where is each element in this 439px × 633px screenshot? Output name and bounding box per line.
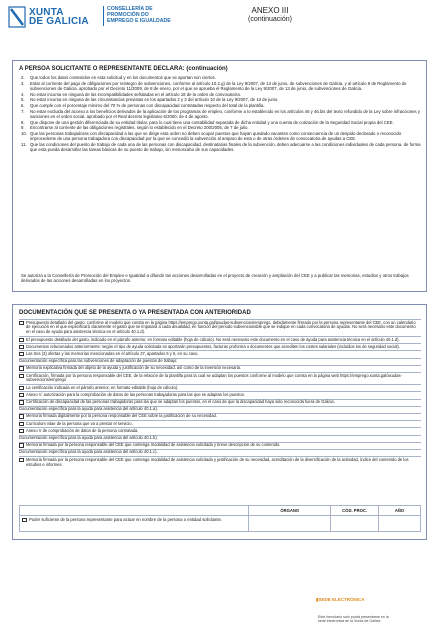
table-header-row (20, 506, 421, 516)
declaration-item (21, 120, 421, 125)
documentation-item (19, 372, 421, 383)
dept-line-2: PROMOCIÓN DO (107, 12, 149, 18)
declaration-item-number: 3. (21, 80, 25, 86)
declaration-item-text: Encontrarse al corriente de las obligaciones registrales, según lo establecido en el Decreto 200/2005, de 7 de julio. (30, 125, 249, 131)
declaration-item-text: No estar incursa en ninguna de las circunstancias previstas en los apartados 2 y 3 del artículo 10 de la Ley 9/2007, de 13 de junio. (30, 97, 279, 103)
documentation-checkbox[interactable] (19, 400, 24, 405)
documentation-group-heading (19, 406, 421, 412)
declaration-item-number: 11. (21, 141, 27, 147)
group-heading-text: Documentación específica para la ayuda para asistencia del artículo 40.1.c). (19, 449, 158, 455)
documentation-item (19, 343, 421, 349)
annex-title (230, 6, 310, 24)
declaration-item (21, 103, 421, 108)
declaration-item (21, 125, 421, 130)
documentation-item (19, 350, 421, 356)
declaration-item-text: Que cumple con el porcentaje mínimo del 70 % de personas con discapacidad contratadas respecto del total de la plantilla. (30, 103, 265, 109)
documentation-checkbox[interactable] (19, 414, 24, 419)
declaration-item (21, 75, 421, 80)
declaration-item-number: 7. (21, 108, 25, 114)
table-row (20, 516, 421, 532)
documentation-item-text: Memoria firmada digitalmente por la persona responsable del CEE sobre la justificación de su necesidad. (26, 413, 217, 419)
documentation-group-heading (19, 435, 421, 441)
declaration-list (21, 75, 421, 153)
declaration-item-text: Que las personas trabajadoras con discapacidad a las que se dirige esta orden no deben ocupar puestos que hayan quedado vacantes como consecuencia de un despido declarado o reconocido improcedente de una persona trabajadora con discapacidad por la que se concedió la subvención al amparo de esta o de otras órdenes de convocatoria de ayudas a CEE. (30, 131, 402, 142)
group-heading-text: Documentación específica para la ayuda para asistencia del artículo 40.1.b). (19, 435, 158, 441)
documentation-item (19, 456, 421, 467)
declaration-item (21, 131, 421, 141)
table-header-organ: ÓRGANO (249, 506, 331, 516)
declaration-item-text: Que las condiciones del puesto de trabajo de cada una de las personas con discapacidad, destinatarias finales de la subvención, deben adecuarse a las condiciones individuales de cada persona, de forma que esta pueda desarrollar las tareas básicas de su puesto de trabajo, sin menoscabo de sus capacidades. (30, 141, 421, 153)
documentation-item-text: Presupuesto detallado del gasto, conforme al modelo que consta en la página https://emprego.xunta.gal/axudas-subvencions/emprego, debidamente firmado por la persona representante del CEE, con un calendario de ejecución en el que especificará claramente el gasto que se imputará a cada anualidad, en función del período subvencionable que se indique en cada convocatoria de ayudas. No será necesario este documento en el caso de ayuda para asistencia técnica en el artículo 40.1.d). (26, 319, 416, 335)
documentation-checkbox[interactable] (19, 443, 24, 448)
documentation-item (19, 391, 421, 397)
documentation-checkbox[interactable] (19, 458, 24, 463)
documentation-item (19, 413, 421, 419)
documentation-checkbox[interactable] (19, 345, 24, 350)
documentation-checkbox[interactable] (19, 422, 24, 427)
declaration-item-text: Que dispone de una gestión diferenciada de su entidad titular, para lo cual tiene una contabilidad separada de dicha entidad y una cuenta de cotización de la Seguridad Social propia del CEE. (30, 119, 394, 125)
documentation-checkbox[interactable] (19, 386, 24, 391)
footer-note: Este formulario solo podrá presentarse en la sede electrónica de la Xunta de Galicia (318, 615, 389, 623)
declaration-item-number: 9. (21, 125, 25, 131)
page-footer (316, 597, 436, 633)
logo-separator (103, 6, 104, 26)
documentation-item-text: Memoria firmada por la persona responsable del CEE que contenga modalidad de asistencia solicitada y justificación de su necesidad, acreditación de la diversificación de la actividad, índice del contenido de los estudios e informes. (26, 456, 409, 467)
power-of-attorney-checkbox[interactable] (22, 518, 27, 523)
logo-line-2: DE GALICIA (29, 16, 89, 27)
documentation-checkbox[interactable] (19, 321, 24, 326)
group-heading-text: Documentación específica para la ayuda para asistencia del artículo 40.1.a). (19, 406, 158, 412)
documentation-list (19, 319, 421, 468)
table-header-proc-code: CÓD. PROC. (331, 506, 379, 516)
declaration-section (12, 60, 427, 292)
year-input-cell[interactable] (379, 516, 421, 532)
documentation-item-text: Las tres (3) ofertas y las memorias mencionadas en el artículo 37, apartados 5 y 6, en su caso. (26, 350, 199, 356)
documentation-group-heading (19, 358, 421, 364)
declaration-item (21, 142, 421, 152)
organ-input-cell[interactable] (249, 516, 331, 532)
documentation-checkbox[interactable] (19, 338, 24, 343)
documentation-item-text: El presupuesto detallado del gasto, indicado en el párrafo anterior, en formato editable (hoja de cálculo). No será necesario este documento en el caso de ayuda para asistencia técnica en el artículo 40.1.d). (26, 336, 400, 342)
dept-line-3: EMPREGO E IGUALDADE (107, 18, 171, 24)
documentation-checkbox[interactable] (19, 366, 24, 371)
documentation-checkbox[interactable] (19, 393, 24, 398)
power-of-attorney-label: Poder suficiente de la persona representante para actuar en nombre de la persona o entidad solicitante. (29, 517, 222, 522)
documentation-item-text: Certificación, firmada por la persona responsable del CEE, de la relación de la plantilla para la cual se adaptan los puestos conforme al modelo que consta en la página web https://emprego.xunta.gal/axudas-subvencions/emprego (26, 372, 402, 383)
declaration-item (21, 92, 421, 97)
documentation-item-text: Anexo V de comprobación de datos de la persona contratada. (26, 427, 139, 433)
documentation-item-text: Documentos relacionados anteriormente: según el tipo de ayuda solicitada se aportarán presupuestos, facturas proforma o documentos que acrediten los costes salariales (incluidos los de seguridad social). (26, 343, 400, 349)
documentation-checkbox[interactable] (19, 352, 24, 357)
group-heading-text: Documentación específica para las subvenciones de adaptación de puestos de trabajo: (19, 358, 178, 364)
logo-text (29, 8, 89, 26)
documentation-item (19, 336, 421, 342)
documentation-title: DOCUMENTACIÓN QUE SE PRESENTA O YA PRESENTADA CON ANTERIORIDAD (19, 310, 251, 316)
table-cell-description (20, 516, 249, 532)
xunta-logo (8, 6, 100, 28)
declaration-item-text: No estar incursa en ninguna de las incompatibilidades señaladas en el artículo 18 de la orden de convocatoria. (30, 91, 241, 97)
declaration-item-number: 6. (21, 103, 25, 109)
documentation-item (19, 420, 421, 426)
proc-code-input-cell[interactable] (331, 516, 379, 532)
declaration-item-number: 4. (21, 91, 25, 97)
documentation-item-text: Memoria firmada por la persona responsable del CEE que contenga modalidad de asistencia solicitada y breve descripción de su contenido. (26, 442, 281, 448)
declaration-item-number: 5. (21, 97, 25, 103)
sede-electronica-logo: ▮SEDE ELECTRÓNICA (316, 597, 365, 602)
declaration-item (21, 109, 421, 119)
declaration-item-text: Que todos los datos contenidos en esta solicitud y en los documentos que se aportan son ciertos. (30, 75, 216, 80)
documentation-item (19, 319, 421, 335)
declaration-item (21, 97, 421, 102)
documentation-item (19, 427, 421, 433)
documentation-item-text: Curriculum vitae de la persona que va a prestar el servicio. (26, 420, 133, 426)
declaration-item-text: Estar al corriente del pago de obligaciones por reintegro de subvenciones, conforme al artículo 10.2.g) de la Ley 9/2007, de 13 de junio, de subvenciones de Galicia, y al artículo 9 de Reglamento de subvenciones de Galicia, aprobado por el Decreto 11/2009, de 8 de enero, por el que se aprueba el Reglamento de la Ley 9/2007, de 13 de junio, de subvenciones de Galicia. (30, 80, 407, 91)
department-name (107, 6, 177, 24)
xunta-emblem-icon (8, 6, 26, 28)
documentation-checkbox[interactable] (19, 374, 24, 379)
documentation-checkbox[interactable] (19, 429, 24, 434)
documentation-item (19, 399, 421, 405)
documentation-item (19, 384, 421, 390)
annex-continuation: (continuación) (248, 16, 292, 23)
dept-line-1: CONSELLERÍA DE (107, 6, 153, 12)
declaration-item (21, 81, 421, 91)
declaration-item-text: No estar excluida del acceso a los beneficios derivados de la aplicación de los programas de empleo, conforme a lo establecido en los artículos 46 y 46.bis del texto refundido de la Ley sobre infracciones y sanciones en el orden social, aprobado por el Real decreto legislativo 5/2000, de 4 de agosto. (30, 108, 421, 119)
power-of-attorney-item (22, 517, 246, 522)
documentation-item-text: Certificación de discapacidad de las personas trabajadoras para las que se adaptan los puestos, en el caso de que la discapacidad haya sido reconocida fuera de Galicia. (26, 399, 335, 405)
table-header-year: AÑO (379, 506, 421, 516)
declaration-authorization: Se autoriza a la Consellería de Promoción del Empleo e Igualdad a difundir las acciones desarrolladas en el proyecto de creación y ampliación del CEE y a publicar las memorias, estudios y otros trabajos derivados de las acciones desarrolladas en los proyectos. (21, 273, 409, 284)
documentation-item-text: Anexo V: autorización para la comprobación de datos de las personas trabajadoras para las que se adaptan los puestos. (26, 391, 246, 397)
documentation-group-heading (19, 449, 421, 455)
declaration-item-number: 8. (21, 119, 25, 125)
documentation-item (19, 442, 421, 448)
documentation-item-text: Memoria explicativa firmada del objeto de la ayuda y justificación de su necesidad, así como de la inversión necesaria. (26, 365, 242, 371)
documentation-item (19, 365, 421, 371)
declaration-item-number: 2. (21, 75, 25, 80)
documentation-item-text: La certificación indicada en el párrafo anterior, en formato editable (hoja de cálculo). (26, 384, 179, 390)
annex-label: ANEXO III (251, 6, 289, 15)
declaration-item-number: 10. (21, 131, 27, 137)
logo-line-1: XUNTA (29, 7, 64, 18)
declaration-title: A PERSOA SOLICITANTE O REPRESENTANTE DECLARA: (continuación) (19, 66, 228, 72)
documentation-section (12, 304, 427, 540)
prior-documents-table (19, 505, 421, 532)
table-header-description (20, 506, 249, 516)
document-header (8, 4, 431, 40)
